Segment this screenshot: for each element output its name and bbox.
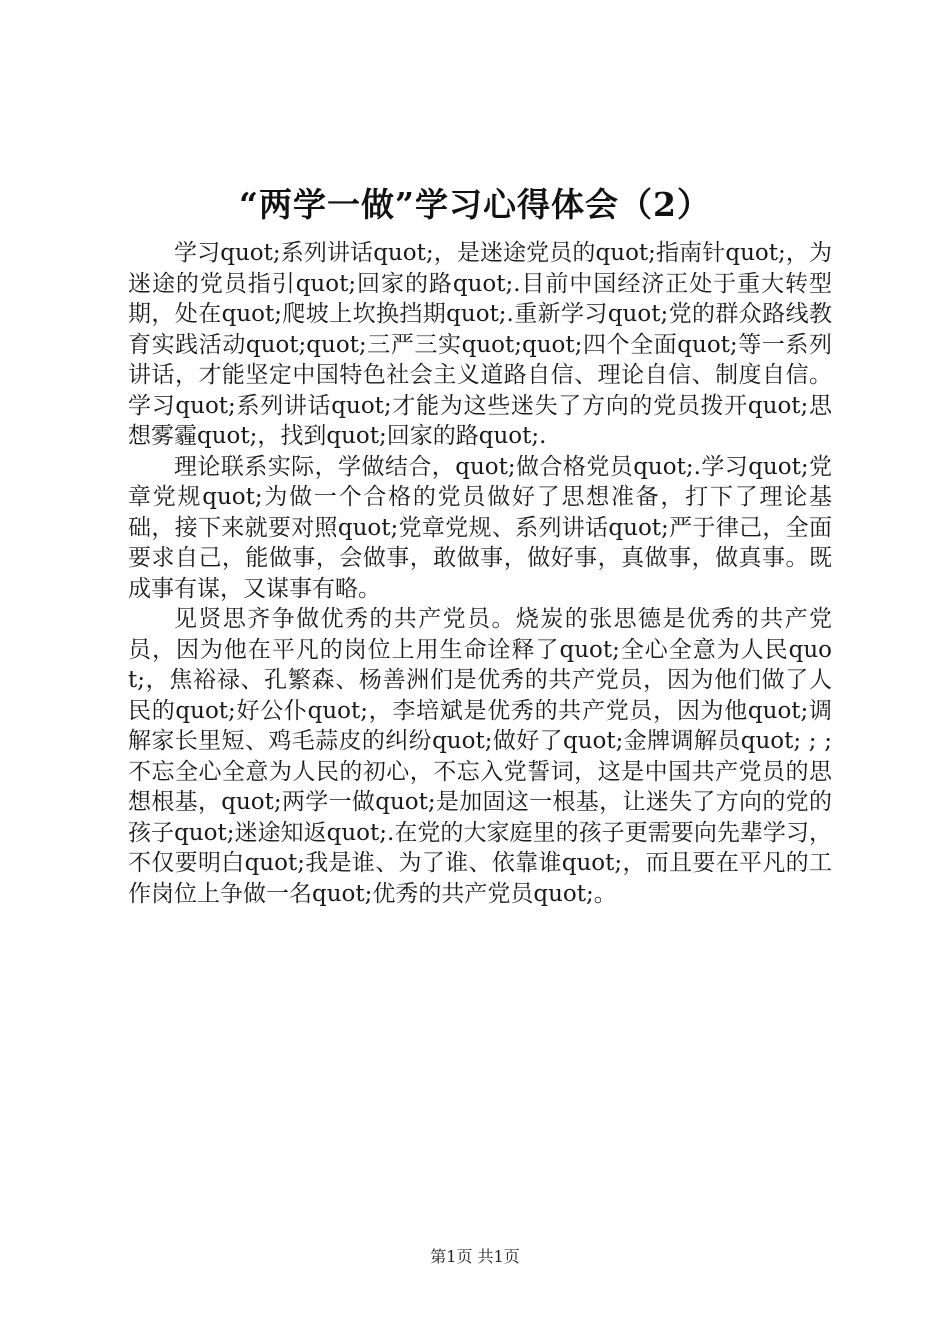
document-title: “两学一做”学习心得体会（2） [239, 185, 711, 224]
paragraph: 理论联系实际，学做结合，quot;做合格党员quot;.学习quot;党章党规quot;为做一个合格的党员做好了思想准备，打下了理论基础，接下来就要对照quot;党章党规、系列讲话quot;严于律己，全面要求自己，能做事，会做事，敢做事，做好事，真做事，做真事。既成事有谋，又谋事有略。 [128, 453, 832, 602]
paragraph: 学习quot;系列讲话quot;，是迷途党员的quot;指南针quot;，为迷途的党员指引quot;回家的路quot;.目前中国经济正处于重大转型期，处在quot;爬坡上坎换挡期quot;.重新学习quot;党的群众路线教育实践活动quot;quot;三严三实quot;quot;四个全面quot;等一系列讲话，才能坚定中国特色社会主义道路自信、理论自信、制度自信。学习quot;系列讲话quot;才能为这些迷失了方向的党员拨开quot;思想雾霾quot;，找到quot;回家的路quot;. [128, 240, 832, 449]
paragraph: 见贤思齐争做优秀的共产党员。烧炭的张思德是优秀的共产党员，因为他在平凡的岗位上用生命诠释了quot;全心全意为人民quot;，焦裕禄、孔繁森、杨善洲们是优秀的共产党员，因为他们做了人民的quot;好公仆quot;，李培斌是优秀的共产党员，因为他quot;调解家长里短、鸡毛蒜皮的纠纷quot;做好了quot;金牌调解员quot; ; ;不忘全心全意为人民的初心，不忘入党誓词，这是中国共产党员的思想根基，quot;两学一做quot;是加固这一根基，让迷失了方向的党的孩子quot;迷途知返quot;.在党的大家庭里的孩子更需要向先辈学习，不仅要明白quot;我是谁、为了谁、依靠谁quot;，而且要在平凡的工作岗位上争做一名quot;优秀的共产党员quot;。 [128, 606, 832, 907]
document-body [128, 238, 832, 909]
page-footer: 第1页 共1页 [430, 1247, 520, 1266]
